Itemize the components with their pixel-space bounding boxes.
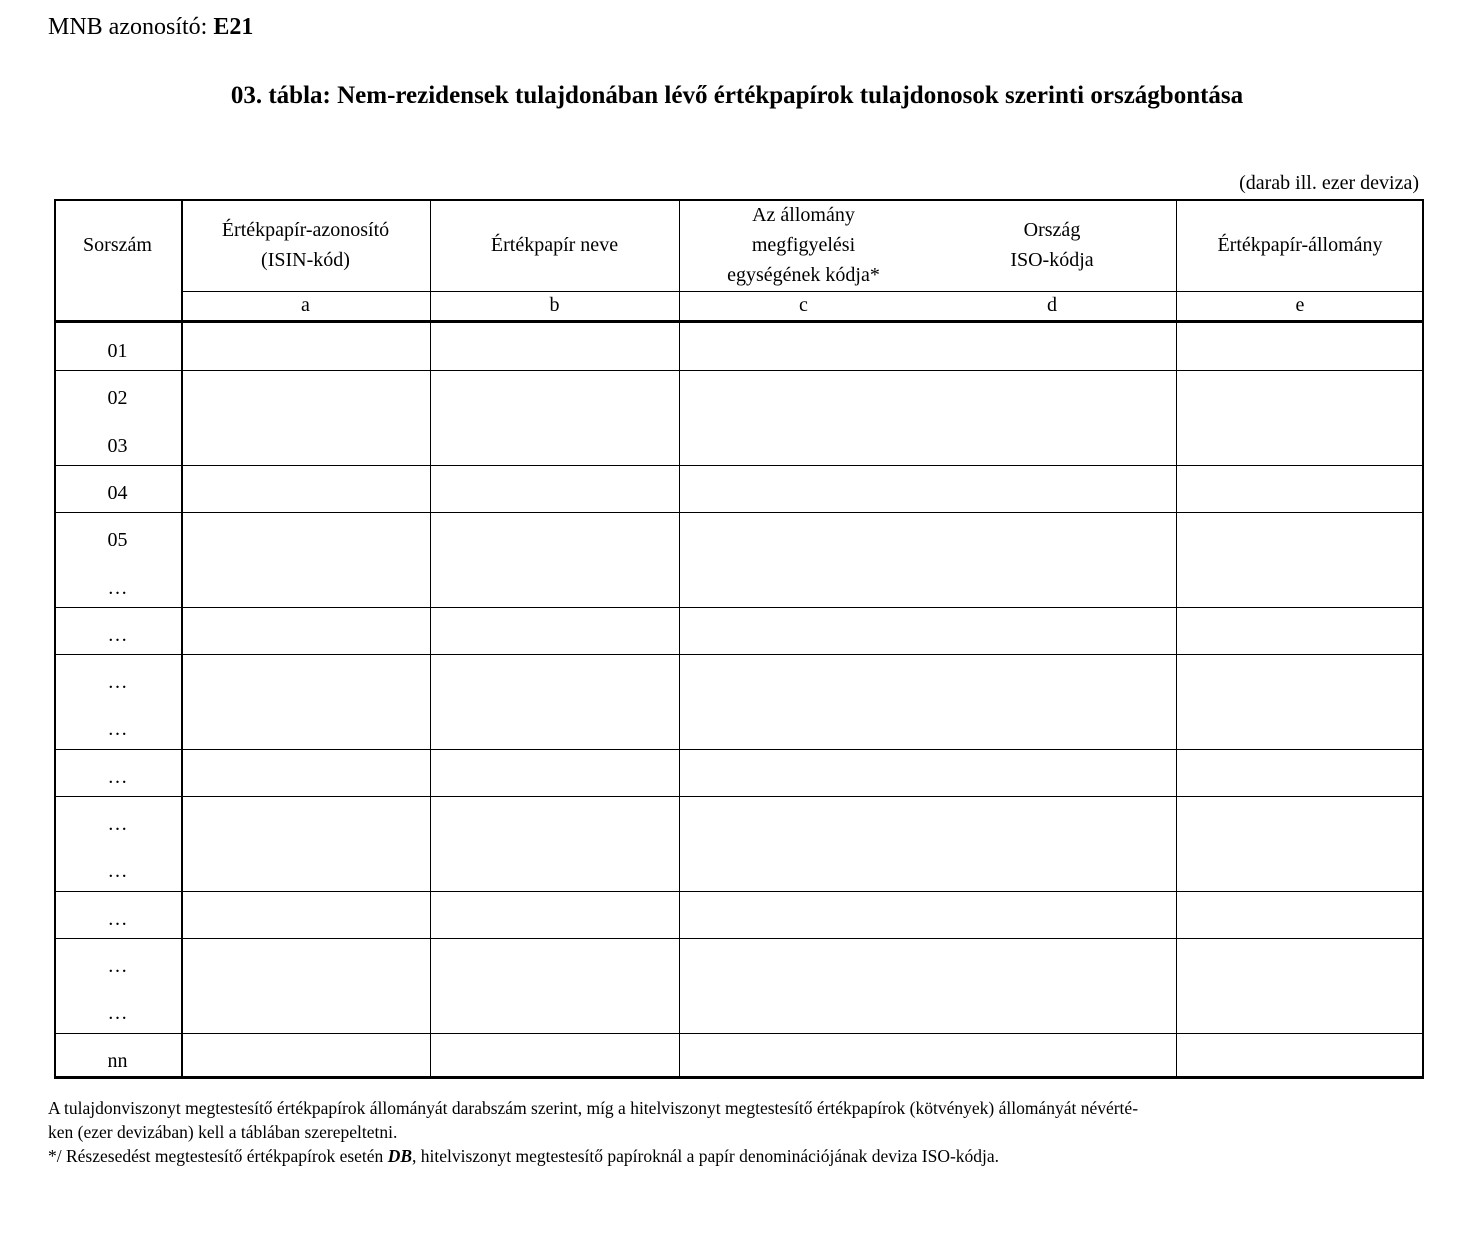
- footnote-prefix: */ Részesedést megtestesítő értékpapírok esetén: [48, 1146, 388, 1166]
- column-divider: [679, 199, 680, 1078]
- column-header-2: Értékpapír neve: [490, 234, 619, 256]
- row-divider: [54, 938, 1424, 939]
- row-divider: [54, 512, 1424, 513]
- data-table: [54, 199, 1424, 1078]
- row-number: …: [107, 671, 128, 694]
- note-line-1: A tulajdonviszonyt megtestesítő értékpapírok állományát darabszám szerint, míg a hitelviszonyt megtestesítő értékpapírok (kötvények) állományát névérté-: [48, 1098, 1139, 1118]
- footnote-bold: DB: [387, 1146, 412, 1166]
- footnote: [48, 1144, 1438, 1168]
- column-letter-3: c: [799, 294, 808, 316]
- header-bottom-rule: [54, 320, 1424, 323]
- notes: [48, 1096, 1438, 1168]
- row-divider: [54, 749, 1424, 750]
- row-divider: [54, 607, 1424, 608]
- row-divider: [54, 796, 1424, 797]
- row-divider: [54, 891, 1424, 892]
- unit-note: (darab ill. ezer deviza): [1239, 172, 1419, 194]
- column-header-1: Értékpapír-azonosító (ISIN-kód): [221, 219, 390, 271]
- mnb-label: MNB azonosító:: [48, 14, 208, 40]
- note-line-2: ken (ezer devizában) kell a táblában szerepeltetni.: [48, 1122, 398, 1142]
- column-header-4: Ország ISO-kódja: [1010, 219, 1094, 271]
- table-border-bottom: [54, 1076, 1424, 1079]
- column-divider: [1176, 199, 1177, 1078]
- column-letter-5: e: [1295, 294, 1305, 316]
- column-letter-1: a: [301, 294, 310, 316]
- column-divider: [181, 199, 183, 1078]
- column-header-0: Sorszám: [83, 234, 152, 256]
- row-divider: [54, 1033, 1424, 1034]
- row-divider: [54, 370, 1424, 371]
- column-header-3: Az állomány megfigyelési egységének kódja*: [727, 204, 880, 286]
- column-divider: [430, 199, 431, 1078]
- mnb-identifier: [48, 14, 253, 41]
- footnote-suffix: , hitelviszonyt megtestesítő papíroknál a papír denominációjának deviza ISO-kódja.: [412, 1146, 1000, 1166]
- row-number: nn: [107, 1049, 128, 1072]
- row-number: 05: [107, 529, 128, 552]
- row-number: …: [107, 1002, 128, 1025]
- column-letter-2: b: [549, 294, 560, 316]
- row-number: 02: [107, 387, 128, 410]
- row-divider: [54, 654, 1424, 655]
- row-number: 04: [107, 481, 128, 504]
- mnb-code: E21: [213, 14, 254, 40]
- row-number: …: [107, 718, 128, 741]
- row-number: …: [107, 623, 128, 646]
- column-header-5: Értékpapír-állomány: [1217, 234, 1383, 256]
- row-number: …: [107, 907, 128, 930]
- page-title: 03. tábla: Nem-rezidensek tulajdonában lévő értékpapírok tulajdonosok szerinti országbontása: [230, 82, 1244, 109]
- row-number: …: [107, 860, 128, 883]
- row-number: 03: [107, 434, 128, 457]
- header-divider: [181, 291, 1424, 292]
- row-number: …: [107, 765, 128, 788]
- row-number: 01: [107, 340, 128, 362]
- table-border-right: [1422, 199, 1424, 1078]
- row-divider: [54, 465, 1424, 466]
- row-number: …: [107, 576, 128, 599]
- row-number: …: [107, 954, 128, 977]
- column-letter-4: d: [1047, 294, 1057, 316]
- row-number: …: [107, 813, 128, 835]
